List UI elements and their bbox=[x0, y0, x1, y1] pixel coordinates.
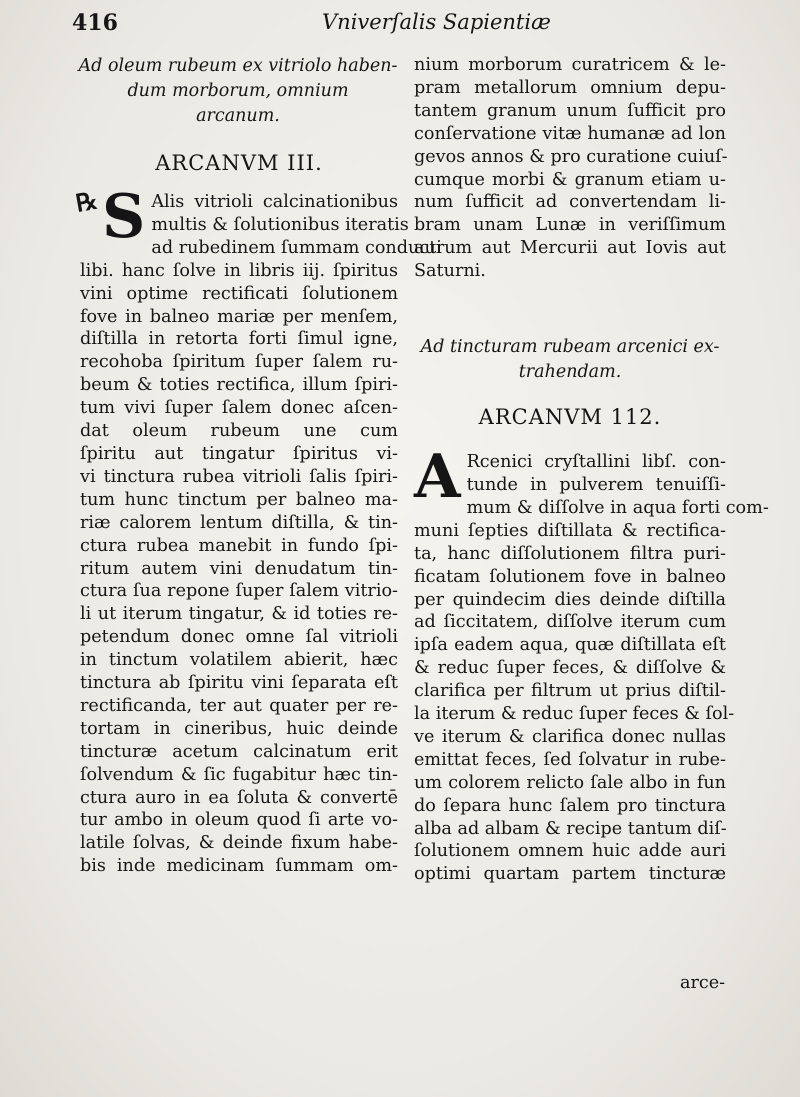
text-line: ad rubedinem ſummam conducti bbox=[151, 237, 442, 258]
text-line: Saturni. bbox=[414, 261, 486, 282]
text-line: la iterum & reduc ſuper feces & ſol- bbox=[414, 704, 735, 725]
text-line: latile ſolvas, & deinde fixum habe- bbox=[80, 833, 398, 854]
right-continuation bbox=[414, 54, 726, 283]
drop-cap: S bbox=[102, 182, 146, 252]
text-line: tinctura ab ſpiritu vini ſeparata eſt bbox=[80, 673, 398, 694]
text-line: optimi quartam partem tincturæ bbox=[414, 864, 726, 885]
subtitle-line: trahendam. bbox=[518, 362, 622, 383]
text-line: vi tinctura rubea vitrioli ſalis ſpiri- bbox=[80, 466, 398, 487]
text-line: emittat feces, ſed ſolvatur in rube- bbox=[414, 749, 726, 770]
text-line: mum & diſſolve in aqua forti com- bbox=[466, 497, 769, 518]
text-line: ta, hanc diſſolutionem filtra puri- bbox=[414, 543, 726, 564]
text-line: vini optime rectificati ſolutionem bbox=[80, 283, 398, 304]
right-subtitle bbox=[414, 335, 726, 385]
text-line: ctura auro in ea ſoluta & convertē bbox=[80, 787, 398, 808]
text-line: tunde in pulverem tenuiſſi- bbox=[466, 474, 726, 495]
text-line: dat oleum rubeum une cum bbox=[80, 421, 398, 442]
text-line: do ſepara hunc ſalem pro tinctura bbox=[414, 795, 726, 816]
text-line: & reduc ſuper feces, & diſſolve & bbox=[414, 658, 726, 679]
text-line: conſervatione vitæ humanæ ad lon bbox=[414, 123, 726, 144]
subtitle-line: dum morborum, omnium bbox=[127, 81, 349, 101]
subtitle-line: arcanum. bbox=[196, 106, 280, 126]
text-line: num ſufficit ad convertendam li- bbox=[414, 192, 726, 213]
text-line: pram metallorum omnium depu- bbox=[414, 77, 726, 98]
text-line: aurum aut Mercurii aut Iovis aut bbox=[414, 238, 726, 259]
text-line: li ut iterum tingatur, & id toties re- bbox=[80, 604, 398, 625]
running-title: Vniverſalis Sapientiæ bbox=[322, 10, 551, 34]
text-line: libi. hanc ſolve in libris iij. ſpiritus bbox=[80, 260, 398, 281]
text-line: multis & ſolutionibus iteratis bbox=[151, 214, 409, 235]
text-line: ad ſiccitatem, diſſolve iterum cum bbox=[414, 612, 726, 633]
text-line: ritum autem vini denudatum tin- bbox=[80, 558, 398, 579]
text-line: ſpiritu aut tingatur ſpiritus vi- bbox=[80, 443, 398, 464]
right-paragraph bbox=[414, 442, 769, 886]
text-line: tum vivi ſuper ſalem donec aſcen- bbox=[80, 398, 398, 419]
text-line: cumque morbi & granum etiam u- bbox=[414, 169, 726, 190]
running-head bbox=[72, 10, 551, 40]
text-line: alba ad albam & recipe tantum diſ- bbox=[414, 818, 727, 839]
arcanum-title: ARCANVM III. bbox=[155, 151, 323, 175]
text-line: um colorem relicto ſale albo in fun bbox=[414, 772, 726, 793]
subtitle-line: Ad tincturam rubeam arcenici ex- bbox=[420, 337, 720, 358]
text-line: recohoba ſpiritum ſuper ſalem ru- bbox=[80, 352, 398, 373]
left-paragraph bbox=[73, 182, 442, 878]
text-line: clarifica per filtrum ut prius diſtil- bbox=[414, 681, 726, 702]
text-line: tum hunc tinctum per balneo ma- bbox=[80, 489, 398, 510]
drop-cap: A bbox=[414, 442, 461, 513]
right-column bbox=[414, 54, 769, 886]
text-line: tortam in cineribus, huic deinde bbox=[80, 718, 398, 739]
text-line: nium morborum curatricem & le- bbox=[414, 55, 726, 75]
text-line: tantem granum unum ſufficit pro bbox=[414, 100, 726, 121]
recipe-mark: ℞ bbox=[73, 185, 100, 218]
text-line: gevos annos & pro curatione cuiuſ- bbox=[414, 146, 728, 167]
text-line: bram unam Lunæ in veriſſimum bbox=[414, 215, 726, 236]
text-line: Rcenici cryſtallini libſ. con- bbox=[466, 452, 726, 473]
text-line: tur ambo in oleum quod ſi arte vo- bbox=[80, 810, 398, 831]
text-line: ſolvendum & ſic fugabitur hæc tin- bbox=[80, 764, 398, 785]
page-number: 416 bbox=[72, 10, 118, 36]
text-line: beum & toties rectifica, illum ſpiri- bbox=[80, 375, 398, 396]
text-line: riæ calorem lentum diſtilla, & tin- bbox=[80, 512, 398, 533]
text-line: in tinctum volatilem abierit, hæc bbox=[80, 650, 398, 671]
catchword: arce- bbox=[680, 973, 726, 993]
text-line: ipſa eadem aqua, quæ diſtillata eſt bbox=[414, 635, 726, 656]
text-line: muni ſepties diſtillata & rectifica- bbox=[414, 520, 726, 541]
text-line: rectificanda, ter aut quater per re- bbox=[80, 695, 398, 716]
text-line: ctura rubea manebit in fundo ſpi- bbox=[80, 535, 398, 556]
text-line: ſolutionem omnem huic adde auri bbox=[414, 841, 726, 862]
text-line: fove in balneo mariæ per menſem, bbox=[80, 306, 398, 327]
left-column bbox=[73, 54, 442, 878]
text-line: ficatam ſolutionem fove in balneo bbox=[414, 566, 726, 587]
text-line: bis inde medicinam ſummam om- bbox=[80, 856, 398, 877]
text-line: per quindecim dies deinde diſtilla bbox=[414, 589, 726, 610]
text-line: tincturæ acetum calcinatum erit bbox=[80, 741, 398, 762]
arcanum-title: ARCANVM 112. bbox=[478, 405, 662, 430]
text-line: diſtilla in retorta forti ſimul igne, bbox=[80, 329, 398, 350]
text-line: ve iterum & clarifica donec nullas bbox=[414, 726, 726, 747]
subtitle-line: Ad oleum rubeum ex vitriolo haben- bbox=[78, 56, 398, 76]
text-line: ctura ſua repone ſuper ſalem vitrio- bbox=[80, 581, 398, 602]
text-line: petendum donec omne ſal vitrioli bbox=[80, 627, 398, 648]
text-line: Alis vitrioli calcinationibus bbox=[151, 192, 398, 212]
left-subtitle bbox=[68, 54, 408, 129]
